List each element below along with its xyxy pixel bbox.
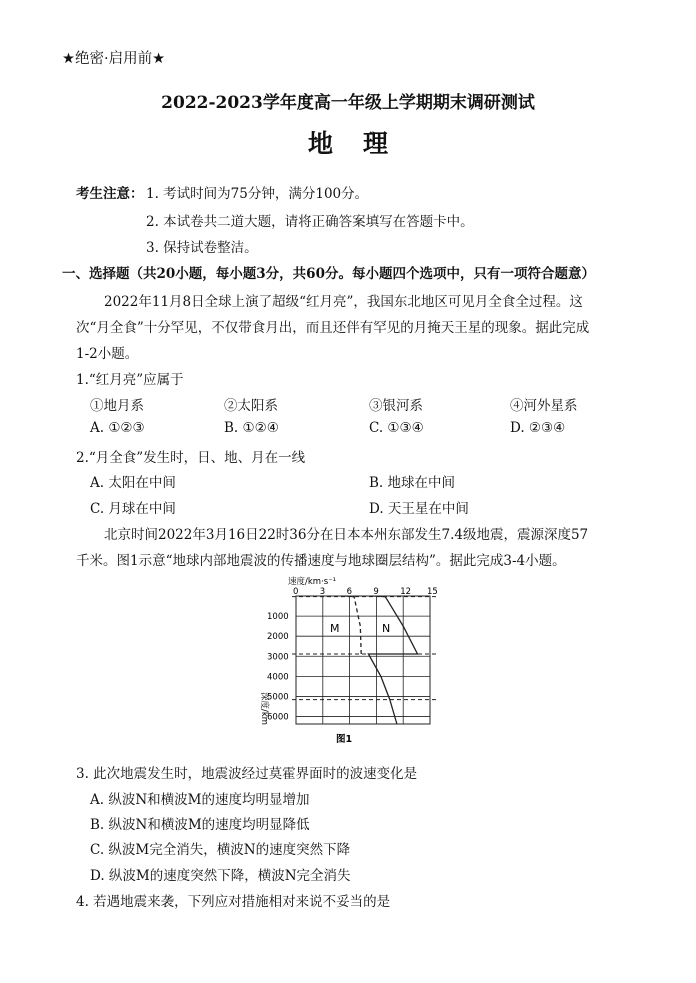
y-tick-label: 6000 bbox=[267, 712, 289, 723]
q1-option-c: C. ①③④ bbox=[369, 420, 424, 436]
q2-option-a: A. 太阳在中间 bbox=[90, 475, 176, 491]
notice-item-1: 1. 考试时间为75分钟，满分100分。 bbox=[146, 186, 369, 202]
q3-option-d: D. 纵波M的速度突然下降，横波N完全消失 bbox=[90, 868, 351, 884]
y-tick-label: 4000 bbox=[267, 672, 289, 683]
x-tick-label: 0 bbox=[293, 587, 299, 597]
y-tick-label: 1000 bbox=[267, 612, 289, 623]
q3-option-b: B. 纵波N和横波M的速度均明显降低 bbox=[90, 817, 310, 833]
q2-stem: 2.“月全食”发生时，日、地、月在一线 bbox=[76, 450, 306, 466]
q1-stem: 1.“红月亮”应属于 bbox=[76, 372, 184, 388]
wave-curve-m bbox=[345, 596, 361, 654]
x-tick-label: 6 bbox=[346, 587, 353, 597]
figure-caption: 图1 bbox=[336, 734, 353, 745]
q4-stem: 4. 若遇地震来袭，下列应对措施相对来说不妥当的是 bbox=[76, 894, 391, 910]
q2-option-d: D. 天王星在中间 bbox=[369, 501, 469, 517]
q1-item-2: ②太阳系 bbox=[224, 398, 278, 414]
q2-option-c: C. 月球在中间 bbox=[90, 501, 176, 517]
passage2-line-2: 千米。图1示意“地球内部地震波的传播速度与地球圈层结构”。据此完成3-4小题。 bbox=[76, 553, 566, 569]
passage2-line-1: 北京时间2022年3月16日22时36分在日本本州东部发生7.4级地震，震源深度57 bbox=[104, 527, 589, 543]
passage1-line-1: 2022年11月8日全球上演了超级“红月亮”，我国东北地区可见月全食全过程。这 bbox=[104, 294, 583, 310]
label-n: N bbox=[382, 622, 391, 635]
y-tick-label: 5000 bbox=[267, 692, 289, 703]
q1-item-1: ①地月系 bbox=[90, 398, 144, 414]
subject-title: 地理 bbox=[307, 129, 418, 158]
q1-option-d: D. ②③④ bbox=[510, 420, 566, 436]
q1-item-3: ③银河系 bbox=[369, 398, 423, 414]
q1-item-4: ④河外星系 bbox=[510, 398, 578, 414]
q3-option-a: A. 纵波N和横波M的速度均明显增加 bbox=[90, 792, 310, 808]
q1-option-b: B. ①②④ bbox=[224, 420, 279, 436]
y-tick-label: 2000 bbox=[267, 632, 289, 643]
x-axis-label: 速度/km·s⁻¹ bbox=[288, 577, 337, 587]
wave-curve-n bbox=[368, 596, 417, 724]
x-tick-label: 15 bbox=[427, 587, 438, 597]
q3-stem: 3. 此次地震发生时，地震波经过莫霍界面时的波速变化是 bbox=[76, 766, 418, 782]
q3-option-c: C. 纵波M完全消失，横波N的速度突然下降 bbox=[90, 842, 351, 858]
x-tick-label: 3 bbox=[319, 587, 326, 597]
seismic-wave-figure bbox=[252, 574, 452, 748]
q1-option-a: A. ①②③ bbox=[90, 420, 145, 436]
confidential-mark: ★绝密·启用前★ bbox=[62, 51, 166, 67]
label-m: M bbox=[330, 622, 340, 635]
notice-item-3: 3. 保持试卷整洁。 bbox=[146, 240, 258, 256]
q2-option-b: B. 地球在中间 bbox=[369, 475, 456, 491]
passage1-line-3: 1-2小题。 bbox=[76, 346, 139, 362]
x-tick-label: 9 bbox=[373, 587, 379, 597]
exam-title: 2022-2023学年度高一年级上学期期末调研测试 bbox=[161, 93, 535, 113]
y-tick-label: 3000 bbox=[267, 652, 289, 663]
section1-heading: 一、选择题（共20小题，每小题3分，共60分。每小题四个选项中，只有一项符合题意） bbox=[62, 266, 595, 282]
x-tick-label: 12 bbox=[400, 587, 412, 597]
y-axis-label: 深度/km bbox=[259, 692, 269, 726]
plot-frame bbox=[296, 596, 430, 724]
notice-label: 考生注意： bbox=[76, 186, 144, 202]
passage1-line-2: 次“月全食”十分罕见，不仅带食月出，而且还伴有罕见的月掩天王星的现象。据此完成 bbox=[76, 320, 590, 336]
notice-item-2: 2. 本试卷共二道大题，请将正确答案填写在答题卡中。 bbox=[146, 214, 474, 230]
